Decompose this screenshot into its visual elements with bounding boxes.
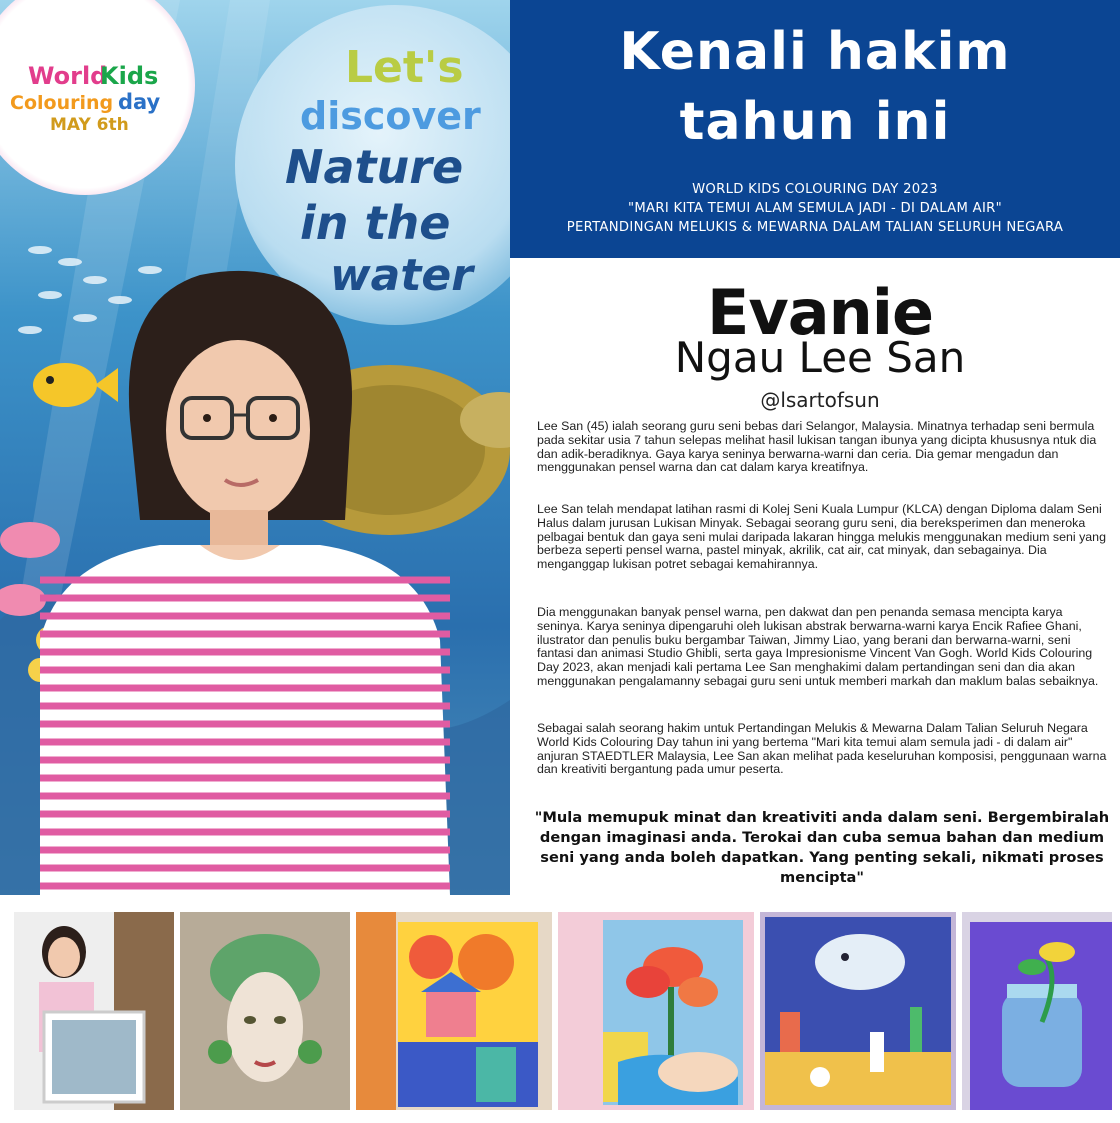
thumbnail-tulip-painting: [558, 912, 754, 1110]
judge-social-handle: @lsartofsun: [760, 388, 880, 412]
poster-line-4: in the: [300, 196, 451, 250]
judge-last-name: Ngau Lee San: [674, 333, 966, 382]
judge-quote: "Mula memupuk minat dan kreativiti anda dalam seni. Bergembiralah dengan imaginasi anda. Terokai dan cuba semua bahan dan medium seni yang anda boleh dapatkan. Yang penting sekali, nikmati proses mencipta": [534, 809, 1110, 886]
header-subtitle-line-1: WORLD KIDS COLOURING DAY 2023: [692, 182, 938, 197]
poster-line-3: Nature: [285, 140, 464, 194]
logo-date: MAY 6th: [50, 115, 129, 135]
poster-line-1: Let's: [345, 42, 464, 93]
bio-paragraph-4: Sebagai salah seorang hakim untuk Pertandingan Melukis & Mewarna Dalam Talian Seluruh Negara World Kids Colouring Day tahun ini yang bertema "Mari kita temui alam semula jadi - di dalam air" anjuran STAEDTLER Malaysia, Lee San akan melihat pada keseluruhan komposisi, penggunaan warna dan kreativiti bergantung pada umur peserta.: [537, 721, 1107, 777]
thumbnail-jar-painting: [962, 912, 1112, 1110]
header-subtitle-line-2: "MARI KITA TEMUI ALAM SEMULA JADI - DI DALAM AIR": [628, 201, 1002, 216]
header-title-line-1: Kenali hakim: [619, 22, 1011, 82]
header-subtitle-line-3: PERTANDINGAN MELUKIS & MEWARNA DALAM TALIAN SELURUH NEGARA: [566, 220, 1064, 235]
poster-line-5: water: [330, 250, 473, 301]
poster-artwork: [0, 0, 510, 895]
logo-day: day: [118, 90, 161, 114]
header-band: [510, 0, 1120, 258]
header-title-line-2: tahun ini: [679, 92, 951, 152]
thumbnail-house-painting: [356, 912, 552, 1110]
judge-first-name: Evanie: [706, 276, 934, 349]
thumbnail-judge-with-painting: [14, 912, 174, 1110]
logo-colouring: Colouring: [10, 92, 114, 114]
bio-paragraph-3: Dia menggunakan banyak pensel warna, pen dakwat dan pen penanda semasa mencipta karya seninya. Karya seninya dipengaruhi oleh lukisan abstrak berwarna-warni karya Encik Rafiee Ghani, ilustrator dan penulis buku bergambar Taiwan, Jimmy Liao, yang berani dan berwarna-warni, seni fantasi dan animasi Studio Ghibli, serta gaya Impresionisme Vincent Van Gogh. World Kids Colouring Day 2023, akan menjadi kali pertama Lee San menghakimi dalam pertandingan seni dan dia akan menggunakan pengalamanny sebagai guru seni untuk memberi markah dan maklum balas sebaiknya.: [537, 605, 1099, 688]
thumbnail-whale-painting: [760, 912, 956, 1110]
poster-line-2: discover: [300, 94, 481, 138]
thumbnail-portrait-sketch: [180, 912, 350, 1110]
logo-world: World: [28, 62, 108, 90]
bio-paragraph-1: Lee San (45) ialah seorang guru seni bebas dari Selangor, Malaysia. Minatnya terhadap seni bermula pada sekitar usia 7 tahun selepas melihat hasil lukisan tangan ibunya yang dicipta khususnya ntuk dia dan adik-beradiknya. Gaya karya seninya berwarna-warni dan ceria. Dia gemar mengadun dan menggunakan pensel warna dan cat dalam karya kreatifnya.: [537, 419, 1097, 475]
bio-paragraph-2: Lee San telah mendapat latihan rasmi di Kolej Seni Kuala Lumpur (KLCA) dengan Diploma dalam Seni Halus dalam jurusan Lukisan Minyak. Sebagai seorang guru seni, dia bereksperimen dan meneroka pelbagai bentuk dan gaya seni mulai daripada lakaran hingga melukis menggunakan medium seni yang berbeza seperti pensel warna, pastel minyak, akrilik, cat air, cat minyak, dan sebagainya. Dia menganggap lukisan potret sebagai kemahirannya.: [537, 502, 1106, 572]
logo-kids: Kids: [100, 62, 159, 90]
